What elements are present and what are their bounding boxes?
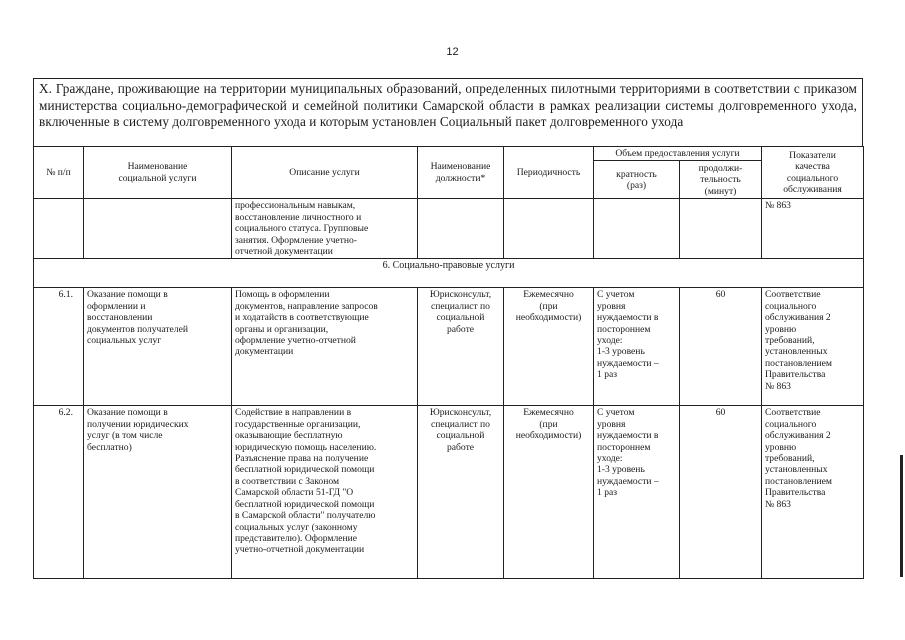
cell-quality: Соответствие социального обслуживания 2 уровню требований, установленных постановлением Правительства № 863 (762, 288, 864, 406)
cell-periodicity: Ежемесячно (при необходимости) (504, 288, 594, 406)
header-num: № п/п (34, 147, 84, 199)
cell-empty (594, 199, 680, 259)
cell-multiplicity: С учетом уровня нуждаемости в постороннем уходе: 1-3 уровень нуждаемости – 1 раз (594, 406, 680, 579)
cell-num: 6.1. (34, 288, 84, 406)
header-volume-group: Объем предоставления услуги (594, 147, 762, 161)
cell-description: Помощь в оформлении документов, направление запросов и ходатайств в соответствующие органы и организации, оформление учетно-отчетной документации (232, 288, 418, 406)
cell-empty (504, 199, 594, 259)
cell-num: 6.2. (34, 406, 84, 579)
cell-quality: Соответствие социального обслуживания 2 уровню требований, установленных постановлением Правительства № 863 (762, 406, 864, 579)
table-row-continuation (34, 199, 864, 259)
cell-position: Юрисконсульт, специалист по социальной работе (418, 288, 504, 406)
scan-edge-mark (900, 455, 903, 577)
cell-empty (418, 199, 504, 259)
cell-empty (680, 199, 762, 259)
subsection-title: 6. Социально-правовые услуги (34, 259, 864, 288)
header-description: Описание услуги (232, 147, 418, 199)
header-periodicity: Периодичность (504, 147, 594, 199)
cell-periodicity: Ежемесячно (при необходимости) (504, 406, 594, 579)
page-number: 12 (446, 46, 459, 58)
cell-empty (34, 199, 84, 259)
header-multiplicity: кратность (раз) (594, 161, 680, 199)
header-duration: продолжи- тельность (минут) (680, 161, 762, 199)
cell-description: Содействие в направлении в государственные организации, оказывающие бесплатную юридическую помощь населению. Разъяснение права на получение бесплатной юридической помощи в соответствии с Законом Самарской области 51-ГД "О бесплатной юридической помощи в Самарской области" получателю социальных услуг (законному представителю). Оформление учетно-отчетной документации (232, 406, 418, 579)
cell-service-name: Оказание помощи в получении юридических услуг (в том числе бесплатно) (84, 406, 232, 579)
cell-duration: 60 (680, 288, 762, 406)
header-service-name: Наименование социальной услуги (84, 147, 232, 199)
services-table (33, 146, 864, 579)
table-row-subsection (34, 259, 864, 288)
cell-service-name: Оказание помощи в оформлении и восстановлении документов получателей социальных услуг (84, 288, 232, 406)
table-header-row (34, 147, 864, 161)
cell-multiplicity: С учетом уровня нуждаемости в постороннем уходе: 1-3 уровень нуждаемости – 1 раз (594, 288, 680, 406)
header-position: Наименование должности* (418, 147, 504, 199)
cell-position: Юрисконсульт, специалист по социальной работе (418, 406, 504, 579)
cell-description: профессиональным навыкам, восстановление личностного и социального статуса. Групповые занятия. Оформление учетно- отчетной документации (232, 199, 418, 259)
cell-empty (84, 199, 232, 259)
cell-duration: 60 (680, 406, 762, 579)
header-quality: Показатели качества социального обслуживания (762, 147, 864, 199)
table-row (34, 406, 864, 579)
cell-quality: № 863 (762, 199, 864, 259)
table-row (34, 288, 864, 406)
section-header: X. Граждане, проживающие на территории муниципальных образований, определенных пилотными территориями в соответствии с приказом министерства социально-демографической и семейной политики Самарской области в рамках реализации системы долговременного ухода, включенные в систему долговременного ухода и которым установлен Социальный пакет долговременного ухода (33, 78, 863, 146)
